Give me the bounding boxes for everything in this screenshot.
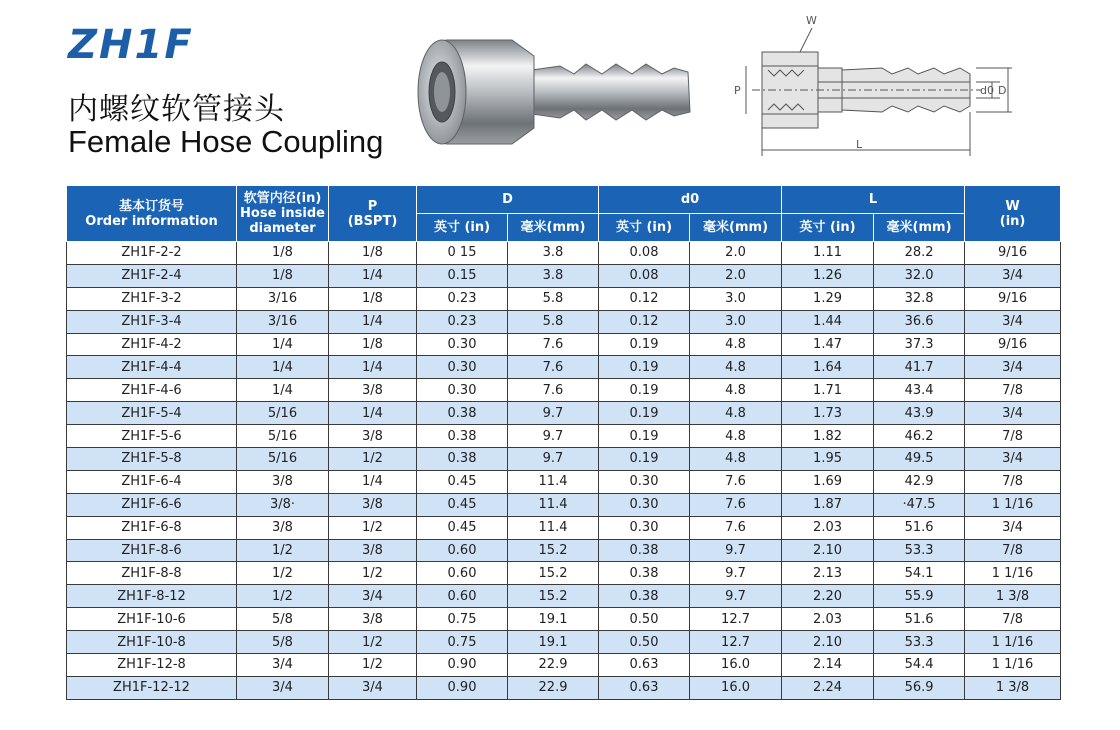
cell-l-in: 1.64 bbox=[782, 356, 874, 379]
cell-l-mm: 53.3 bbox=[874, 631, 965, 654]
cell-d0-mm: 9.7 bbox=[690, 539, 782, 562]
cell-d-mm: 9.7 bbox=[508, 402, 599, 425]
cell-d0-in: 0.38 bbox=[599, 562, 690, 585]
cell-d0-mm: 4.8 bbox=[690, 379, 782, 402]
table-row bbox=[67, 448, 1061, 471]
header-p-label: P bbox=[367, 198, 378, 214]
cell-l-mm: 49.5 bbox=[874, 448, 965, 471]
table-row bbox=[67, 264, 1061, 287]
cell-p-bspt: 1/4 bbox=[329, 470, 417, 493]
cell-order-number: ZH1F-10-8 bbox=[67, 631, 237, 654]
cell-w-in: 7/8 bbox=[965, 425, 1061, 448]
cell-p-bspt: 1/2 bbox=[329, 562, 417, 585]
cell-p-bspt: 1/2 bbox=[329, 654, 417, 677]
cell-l-mm: ·47.5 bbox=[874, 493, 965, 516]
cell-p-bspt: 3/8 bbox=[329, 379, 417, 402]
cell-hose-id: 5/16 bbox=[237, 448, 329, 471]
table-row bbox=[67, 562, 1061, 585]
cell-l-in: 2.03 bbox=[782, 516, 874, 539]
cell-w-in: 9/16 bbox=[965, 333, 1061, 356]
table-row bbox=[67, 654, 1061, 677]
cell-w-in: 3/4 bbox=[965, 516, 1061, 539]
cell-d-in: 0.60 bbox=[417, 562, 508, 585]
cell-d0-mm: 4.8 bbox=[690, 356, 782, 379]
cell-d0-in: 0.38 bbox=[599, 539, 690, 562]
cell-l-mm: 28.2 bbox=[874, 242, 965, 265]
cell-d0-mm: 7.6 bbox=[690, 493, 782, 516]
technical-drawing bbox=[732, 10, 1022, 160]
cell-d-mm: 15.2 bbox=[508, 539, 599, 562]
cell-order-number: ZH1F-4-2 bbox=[67, 333, 237, 356]
cell-hose-id: 1/4 bbox=[237, 333, 329, 356]
cell-l-in: 1.26 bbox=[782, 264, 874, 287]
subheader-d-mm: 毫米(mm) bbox=[508, 214, 599, 242]
cell-hose-id: 1/8 bbox=[237, 242, 329, 265]
cell-d-mm: 3.8 bbox=[508, 242, 599, 265]
cell-d-mm: 9.7 bbox=[508, 448, 599, 471]
cell-order-number: ZH1F-8-8 bbox=[67, 562, 237, 585]
cell-d-mm: 22.9 bbox=[508, 654, 599, 677]
cell-d0-in: 0.19 bbox=[599, 333, 690, 356]
table-row bbox=[67, 402, 1061, 425]
cell-d-mm: 7.6 bbox=[508, 379, 599, 402]
cell-order-number: ZH1F-3-4 bbox=[67, 310, 237, 333]
cell-order-number: ZH1F-4-6 bbox=[67, 379, 237, 402]
cell-l-mm: 54.4 bbox=[874, 654, 965, 677]
cell-p-bspt: 3/8 bbox=[329, 493, 417, 516]
cell-l-mm: 36.6 bbox=[874, 310, 965, 333]
cell-p-bspt: 3/8 bbox=[329, 425, 417, 448]
cell-order-number: ZH1F-3-2 bbox=[67, 287, 237, 310]
cell-p-bspt: 3/8 bbox=[329, 608, 417, 631]
spec-table bbox=[66, 185, 1061, 700]
cell-d-in: 0.75 bbox=[417, 631, 508, 654]
cell-l-mm: 55.9 bbox=[874, 585, 965, 608]
cell-d-in: 0.60 bbox=[417, 539, 508, 562]
cell-w-in: 7/8 bbox=[965, 379, 1061, 402]
cell-l-mm: 32.0 bbox=[874, 264, 965, 287]
cell-hose-id: 1/2 bbox=[237, 539, 329, 562]
table-row bbox=[67, 333, 1061, 356]
cell-d-in: 0.90 bbox=[417, 676, 508, 699]
cell-w-in: 1 1/16 bbox=[965, 654, 1061, 677]
cell-l-mm: 37.3 bbox=[874, 333, 965, 356]
cell-l-mm: 53.3 bbox=[874, 539, 965, 562]
cell-l-in: 1.44 bbox=[782, 310, 874, 333]
cell-l-in: 1.11 bbox=[782, 242, 874, 265]
cell-p-bspt: 1/4 bbox=[329, 310, 417, 333]
cell-d-mm: 5.8 bbox=[508, 287, 599, 310]
header-order bbox=[67, 186, 237, 242]
cell-d-in: 0.60 bbox=[417, 585, 508, 608]
cell-order-number: ZH1F-2-4 bbox=[67, 264, 237, 287]
cell-l-in: 1.82 bbox=[782, 425, 874, 448]
drawing-label-d: D bbox=[998, 84, 1007, 97]
cell-d-in: 0.90 bbox=[417, 654, 508, 677]
cell-order-number: ZH1F-4-4 bbox=[67, 356, 237, 379]
cell-order-number: ZH1F-6-8 bbox=[67, 516, 237, 539]
cell-d-mm: 19.1 bbox=[508, 608, 599, 631]
cell-d-in: 0.15 bbox=[417, 264, 508, 287]
cell-hose-id: 3/8 bbox=[237, 516, 329, 539]
cell-w-in: 3/4 bbox=[965, 264, 1061, 287]
cell-order-number: ZH1F-5-6 bbox=[67, 425, 237, 448]
cell-d-mm: 7.6 bbox=[508, 356, 599, 379]
model-code: ZH1F bbox=[68, 22, 194, 68]
drawing-label-l: L bbox=[856, 138, 863, 151]
cell-p-bspt: 3/4 bbox=[329, 676, 417, 699]
cell-hose-id: 1/8 bbox=[237, 264, 329, 287]
cell-w-in: 9/16 bbox=[965, 287, 1061, 310]
product-title-cn: 内螺纹软管接头 bbox=[68, 92, 285, 127]
cell-d0-mm: 7.6 bbox=[690, 470, 782, 493]
cell-d0-in: 0.19 bbox=[599, 379, 690, 402]
cell-order-number: ZH1F-8-6 bbox=[67, 539, 237, 562]
cell-w-in: 7/8 bbox=[965, 470, 1061, 493]
cell-hose-id: 3/4 bbox=[237, 676, 329, 699]
cell-d0-mm: 12.7 bbox=[690, 631, 782, 654]
cell-l-in: 1.69 bbox=[782, 470, 874, 493]
cell-hose-id: 5/8 bbox=[237, 631, 329, 654]
header-hose-en1: Hose inside bbox=[240, 206, 325, 221]
cell-l-in: 2.13 bbox=[782, 562, 874, 585]
cell-hose-id: 3/16 bbox=[237, 287, 329, 310]
cell-w-in: 3/4 bbox=[965, 448, 1061, 471]
cell-p-bspt: 1/8 bbox=[329, 287, 417, 310]
cell-l-in: 2.10 bbox=[782, 539, 874, 562]
product-photo bbox=[412, 30, 694, 154]
cell-l-in: 1.29 bbox=[782, 287, 874, 310]
cell-hose-id: 1/4 bbox=[237, 356, 329, 379]
header-order-en: Order information bbox=[85, 213, 218, 229]
cell-l-in: 1.95 bbox=[782, 448, 874, 471]
cell-hose-id: 3/8 bbox=[237, 470, 329, 493]
cell-d0-in: 0.50 bbox=[599, 631, 690, 654]
cell-d0-mm: 3.0 bbox=[690, 287, 782, 310]
cell-p-bspt: 1/4 bbox=[329, 356, 417, 379]
cell-hose-id: 1/4 bbox=[237, 379, 329, 402]
cell-d-mm: 11.4 bbox=[508, 470, 599, 493]
cell-order-number: ZH1F-2-2 bbox=[67, 242, 237, 265]
cell-hose-id: 5/16 bbox=[237, 402, 329, 425]
cell-l-in: 1.47 bbox=[782, 333, 874, 356]
cell-d0-in: 0.30 bbox=[599, 516, 690, 539]
cell-l-mm: 43.4 bbox=[874, 379, 965, 402]
table-row bbox=[67, 608, 1061, 631]
cell-p-bspt: 1/2 bbox=[329, 448, 417, 471]
cell-hose-id: 5/16 bbox=[237, 425, 329, 448]
cell-d0-mm: 3.0 bbox=[690, 310, 782, 333]
cell-d0-mm: 7.6 bbox=[690, 516, 782, 539]
cell-d-mm: 7.6 bbox=[508, 333, 599, 356]
cell-d0-in: 0.63 bbox=[599, 654, 690, 677]
cell-d0-mm: 4.8 bbox=[690, 402, 782, 425]
cell-d0-in: 0.12 bbox=[599, 310, 690, 333]
cell-order-number: ZH1F-10-6 bbox=[67, 608, 237, 631]
cell-d0-in: 0.08 bbox=[599, 242, 690, 265]
cell-d-mm: 5.8 bbox=[508, 310, 599, 333]
cell-d-in: 0 15 bbox=[417, 242, 508, 265]
cell-l-mm: 51.6 bbox=[874, 516, 965, 539]
cell-d-in: 0.38 bbox=[417, 402, 508, 425]
cell-w-in: 7/8 bbox=[965, 608, 1061, 631]
cell-d-mm: 3.8 bbox=[508, 264, 599, 287]
cell-order-number: ZH1F-12-12 bbox=[67, 676, 237, 699]
cell-d-in: 0.30 bbox=[417, 356, 508, 379]
cell-hose-id: 1/2 bbox=[237, 562, 329, 585]
cell-w-in: 1 1/16 bbox=[965, 631, 1061, 654]
cell-d0-in: 0.19 bbox=[599, 448, 690, 471]
cell-d-in: 0.23 bbox=[417, 310, 508, 333]
table-row bbox=[67, 516, 1061, 539]
drawing-label-d0: d0 bbox=[980, 84, 994, 97]
cell-d-in: 0.23 bbox=[417, 287, 508, 310]
cell-d-mm: 22.9 bbox=[508, 676, 599, 699]
cell-l-in: 2.10 bbox=[782, 631, 874, 654]
table-row bbox=[67, 585, 1061, 608]
cell-d0-in: 0.08 bbox=[599, 264, 690, 287]
cell-hose-id: 3/16 bbox=[237, 310, 329, 333]
cell-l-in: 1.71 bbox=[782, 379, 874, 402]
cell-d-mm: 11.4 bbox=[508, 493, 599, 516]
cell-l-in: 2.14 bbox=[782, 654, 874, 677]
cell-order-number: ZH1F-8-12 bbox=[67, 585, 237, 608]
cell-hose-id: 5/8 bbox=[237, 608, 329, 631]
header-p-sub: (BSPT) bbox=[347, 213, 398, 229]
cell-d0-in: 0.30 bbox=[599, 470, 690, 493]
spec-table-body bbox=[67, 242, 1061, 700]
cell-d-in: 0.30 bbox=[417, 333, 508, 356]
cell-l-mm: 51.6 bbox=[874, 608, 965, 631]
cell-order-number: ZH1F-6-6 bbox=[67, 493, 237, 516]
cell-l-in: 2.03 bbox=[782, 608, 874, 631]
cell-d0-in: 0.38 bbox=[599, 585, 690, 608]
cell-l-in: 2.24 bbox=[782, 676, 874, 699]
cell-d-in: 0.38 bbox=[417, 425, 508, 448]
table-row bbox=[67, 379, 1061, 402]
cell-p-bspt: 3/8 bbox=[329, 539, 417, 562]
cell-p-bspt: 1/2 bbox=[329, 516, 417, 539]
cell-l-mm: 32.8 bbox=[874, 287, 965, 310]
subheader-l-in: 英寸 (in) bbox=[782, 214, 874, 242]
table-row bbox=[67, 470, 1061, 493]
cell-p-bspt: 1/2 bbox=[329, 631, 417, 654]
cell-hose-id: 3/8· bbox=[237, 493, 329, 516]
cell-hose-id: 3/4 bbox=[237, 654, 329, 677]
cell-l-mm: 56.9 bbox=[874, 676, 965, 699]
cell-l-in: 1.73 bbox=[782, 402, 874, 425]
cell-d0-mm: 4.8 bbox=[690, 448, 782, 471]
cell-order-number: ZH1F-5-4 bbox=[67, 402, 237, 425]
table-row bbox=[67, 287, 1061, 310]
table-row bbox=[67, 425, 1061, 448]
cell-d0-mm: 2.0 bbox=[690, 264, 782, 287]
cell-d0-mm: 9.7 bbox=[690, 585, 782, 608]
cell-p-bspt: 1/4 bbox=[329, 264, 417, 287]
cell-l-in: 1.87 bbox=[782, 493, 874, 516]
table-row bbox=[67, 310, 1061, 333]
cell-p-bspt: 1/4 bbox=[329, 402, 417, 425]
table-row bbox=[67, 676, 1061, 699]
cell-order-number: ZH1F-5-8 bbox=[67, 448, 237, 471]
cell-w-in: 9/16 bbox=[965, 242, 1061, 265]
cell-order-number: ZH1F-12-8 bbox=[67, 654, 237, 677]
cell-d0-mm: 9.7 bbox=[690, 562, 782, 585]
cell-l-mm: 54.1 bbox=[874, 562, 965, 585]
subheader-l-mm: 毫米(mm) bbox=[874, 214, 965, 242]
header-l: L bbox=[782, 186, 965, 214]
table-row bbox=[67, 493, 1061, 516]
cell-w-in: 3/4 bbox=[965, 310, 1061, 333]
cell-d-mm: 19.1 bbox=[508, 631, 599, 654]
cell-w-in: 1 3/8 bbox=[965, 585, 1061, 608]
table-row bbox=[67, 356, 1061, 379]
cell-d-in: 0.30 bbox=[417, 379, 508, 402]
cell-d-mm: 11.4 bbox=[508, 516, 599, 539]
cell-d0-mm: 16.0 bbox=[690, 654, 782, 677]
cell-d0-in: 0.12 bbox=[599, 287, 690, 310]
cell-d-mm: 15.2 bbox=[508, 585, 599, 608]
cell-d0-in: 0.50 bbox=[599, 608, 690, 631]
cell-d0-mm: 2.0 bbox=[690, 242, 782, 265]
cell-d0-mm: 16.0 bbox=[690, 676, 782, 699]
cell-p-bspt: 1/8 bbox=[329, 242, 417, 265]
header-order-cn: 基本订货号 bbox=[118, 198, 184, 214]
cell-l-mm: 41.7 bbox=[874, 356, 965, 379]
cell-w-in: 3/4 bbox=[965, 356, 1061, 379]
cell-w-in: 1 1/16 bbox=[965, 562, 1061, 585]
cell-d0-in: 0.19 bbox=[599, 425, 690, 448]
cell-d0-mm: 12.7 bbox=[690, 608, 782, 631]
cell-d-in: 0.45 bbox=[417, 470, 508, 493]
drawing-label-w: W bbox=[806, 14, 817, 27]
drawing-label-p: P bbox=[734, 84, 741, 97]
table-row bbox=[67, 242, 1061, 265]
header-hose-en2: diameter bbox=[249, 221, 316, 236]
cell-p-bspt: 1/8 bbox=[329, 333, 417, 356]
header-w-sub: (in) bbox=[999, 213, 1026, 229]
header-d: D bbox=[417, 186, 599, 214]
header-p bbox=[329, 186, 417, 242]
table-row bbox=[67, 539, 1061, 562]
subheader-d0-in: 英寸 (in) bbox=[599, 214, 690, 242]
product-title-en: Female Hose Coupling bbox=[68, 124, 384, 159]
header-hose-cn: 软管内径(in) bbox=[243, 191, 322, 206]
cell-d-mm: 15.2 bbox=[508, 562, 599, 585]
cell-l-mm: 43.9 bbox=[874, 402, 965, 425]
header-w bbox=[965, 186, 1061, 242]
table-row bbox=[67, 631, 1061, 654]
cell-d0-in: 0.30 bbox=[599, 493, 690, 516]
cell-d-in: 0.45 bbox=[417, 516, 508, 539]
cell-d0-in: 0.63 bbox=[599, 676, 690, 699]
cell-d0-mm: 4.8 bbox=[690, 333, 782, 356]
cell-w-in: 1 1/16 bbox=[965, 493, 1061, 516]
header-hose-id bbox=[237, 186, 329, 242]
cell-w-in: 1 3/8 bbox=[965, 676, 1061, 699]
cell-w-in: 7/8 bbox=[965, 539, 1061, 562]
cell-d0-in: 0.19 bbox=[599, 402, 690, 425]
cell-d-in: 0.45 bbox=[417, 493, 508, 516]
cell-d-mm: 9.7 bbox=[508, 425, 599, 448]
subheader-d0-mm: 毫米(mm) bbox=[690, 214, 782, 242]
cell-order-number: ZH1F-6-4 bbox=[67, 470, 237, 493]
header-w-label: W bbox=[1005, 198, 1020, 214]
cell-d0-in: 0.19 bbox=[599, 356, 690, 379]
header-d0: d0 bbox=[599, 186, 782, 214]
cell-d0-mm: 4.8 bbox=[690, 425, 782, 448]
cell-d-in: 0.38 bbox=[417, 448, 508, 471]
cell-p-bspt: 3/4 bbox=[329, 585, 417, 608]
cell-l-mm: 42.9 bbox=[874, 470, 965, 493]
cell-l-mm: 46.2 bbox=[874, 425, 965, 448]
cell-d-in: 0.75 bbox=[417, 608, 508, 631]
cell-l-in: 2.20 bbox=[782, 585, 874, 608]
subheader-d-in: 英寸 (in) bbox=[417, 214, 508, 242]
cell-hose-id: 1/2 bbox=[237, 585, 329, 608]
cell-w-in: 3/4 bbox=[965, 402, 1061, 425]
